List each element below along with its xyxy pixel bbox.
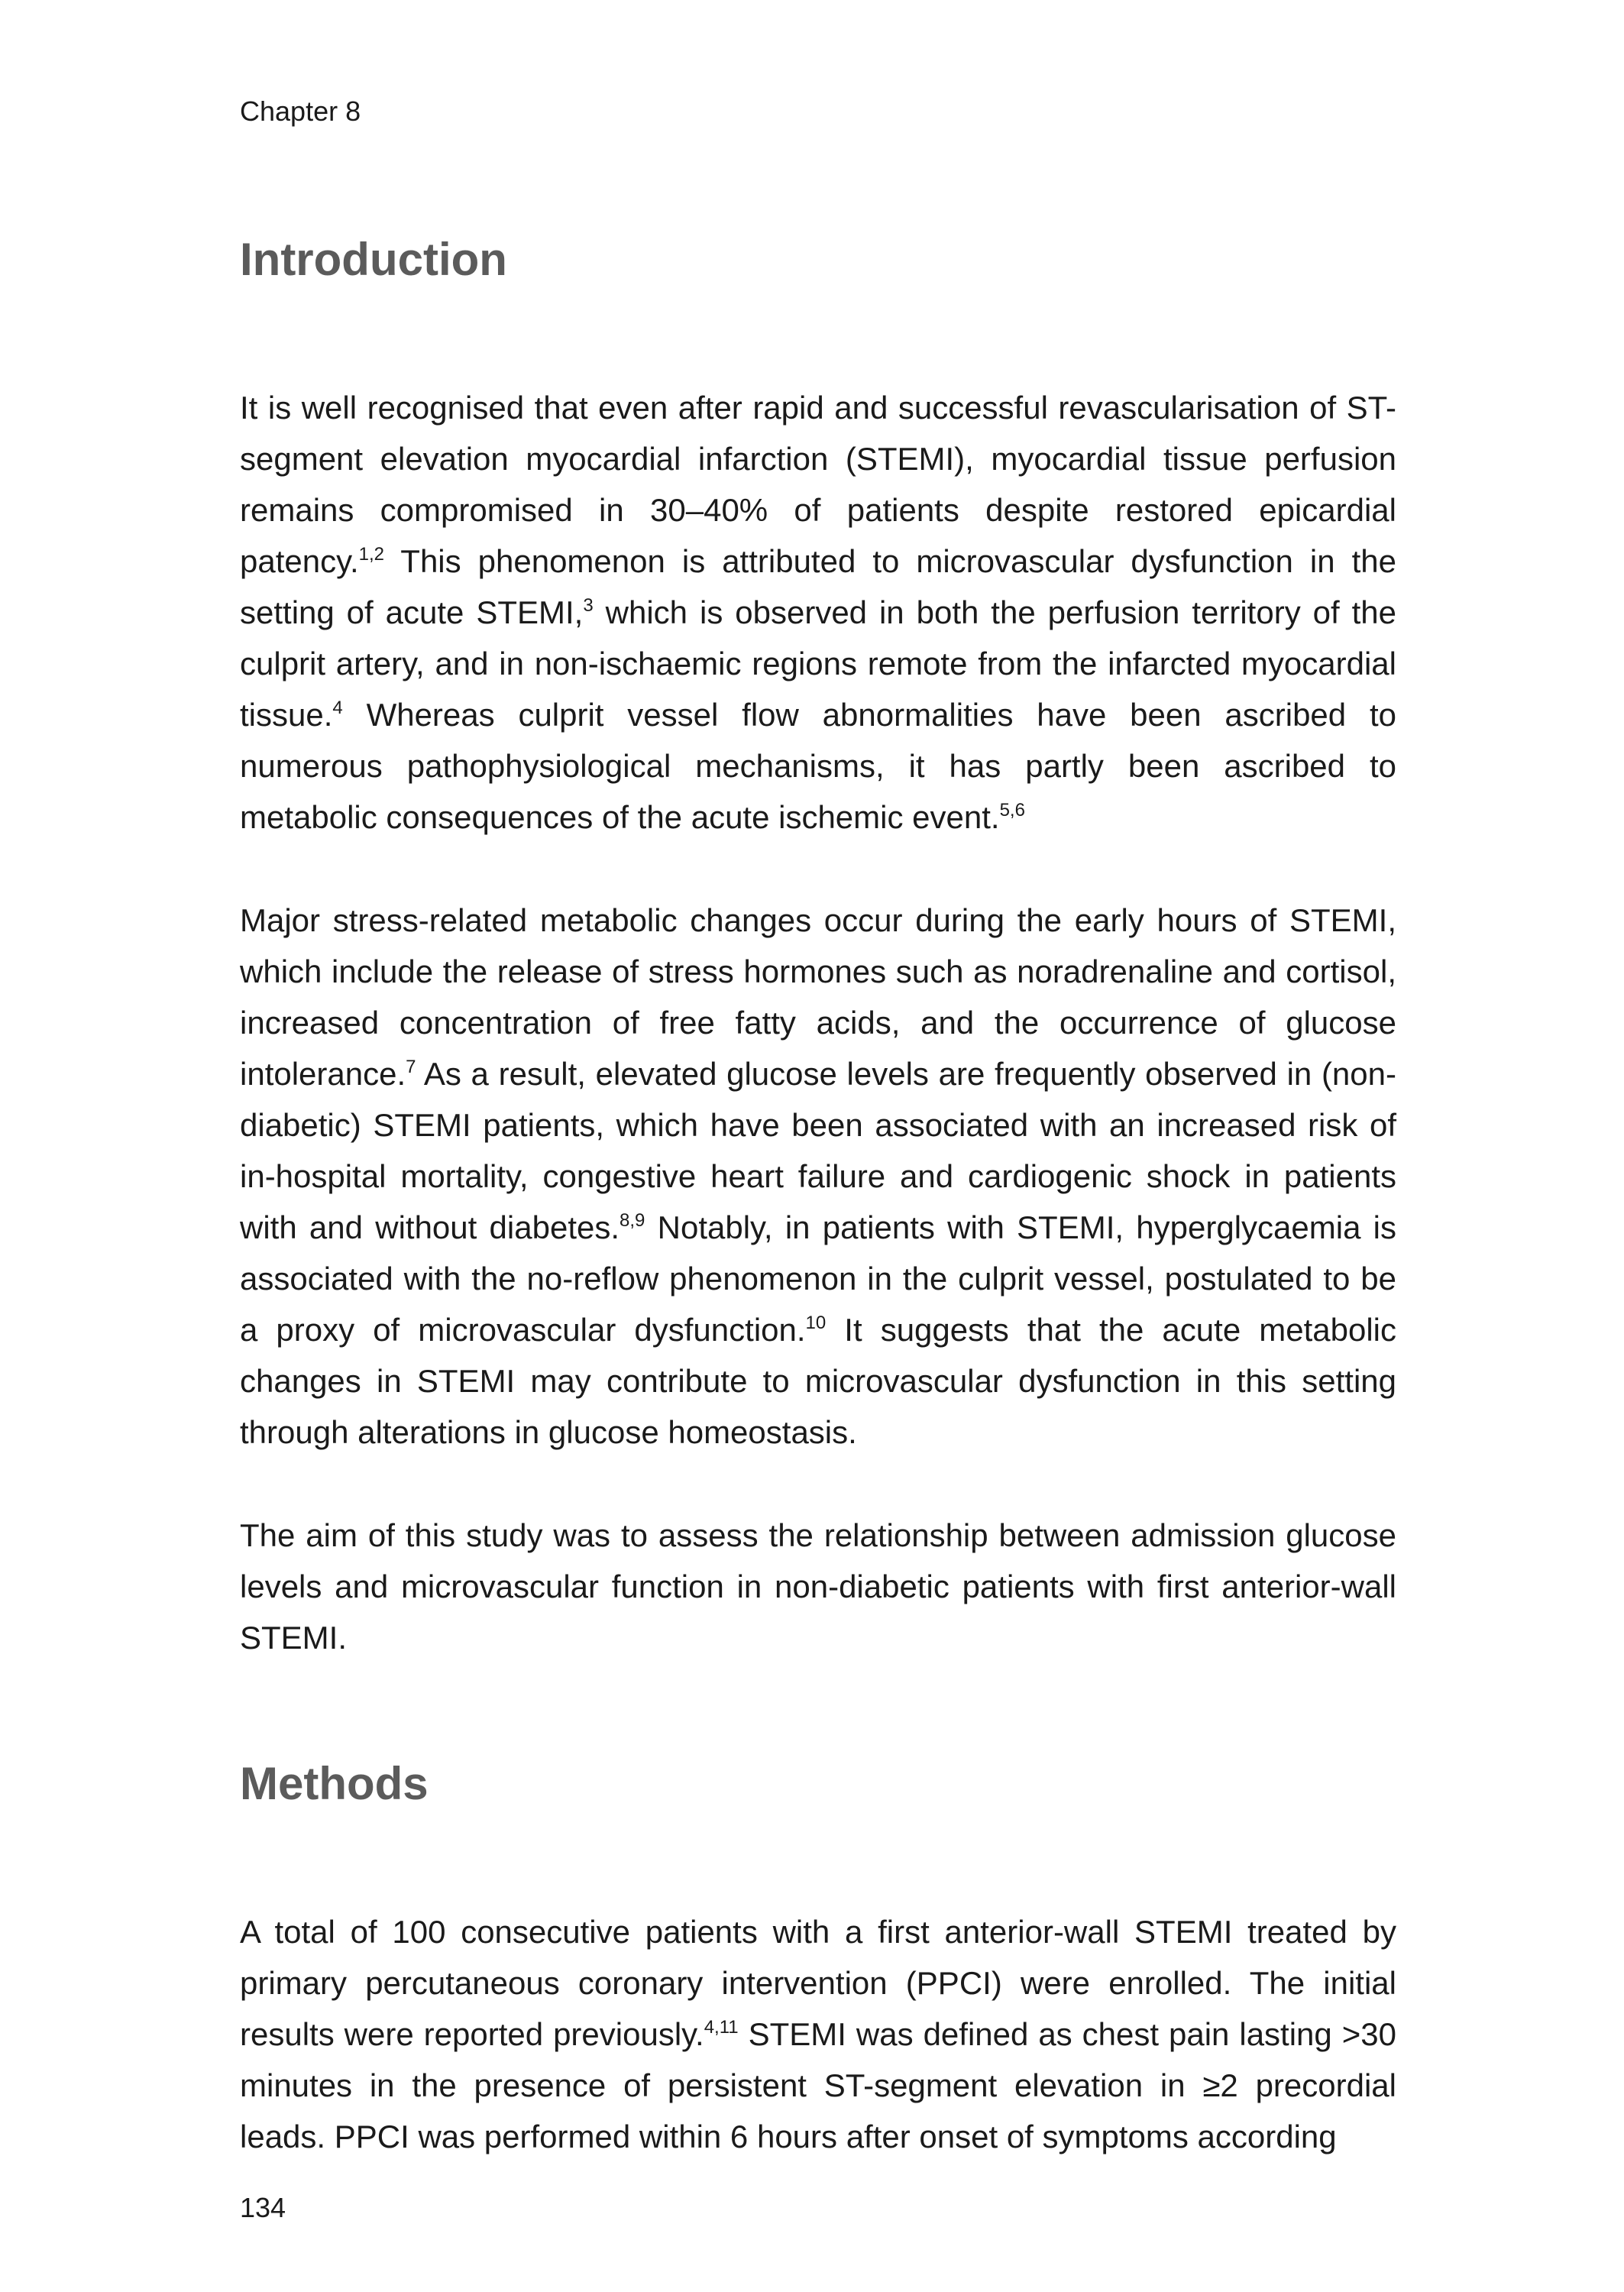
- paragraph-text: The aim of this study was to assess the relationship between admission glucose levels and microvascular function in non-diabetic patients with first anterior-wall STEMI.: [240, 1517, 1396, 1656]
- citation: 7: [406, 1057, 416, 1077]
- paragraph-text: Notably, in patients with STEMI, hyperglycaemia is associated with the no-reflow phenomenon in the culprit vessel, postulated to be a proxy of microvascular dysfunction.: [240, 1209, 1397, 1348]
- introduction-paragraph-1: [240, 382, 1396, 843]
- citation: 10: [805, 1313, 827, 1333]
- citation: 8,9: [620, 1210, 645, 1231]
- paragraph-text: A total of 100 consecutive patients with a first anterior-wall STEMI treated by primary percutaneous coronary intervention (PPCI) were enrolled. The initial results were reported previously.: [240, 1914, 1396, 2052]
- paragraph-text: which is observed in both the perfusion territory of the culprit artery, and in non-ischaemic regions remote from the infarcted myocardial tissue.: [240, 594, 1396, 733]
- paragraph-text: Major stress-related metabolic changes occur during the early hours of STEMI, which include the release of stress hormones such as noradrenaline and cortisol, increased concentration of free fatty acids, and the occurrence of glucose intolerance.: [240, 902, 1396, 1092]
- introduction-heading: Introduction: [240, 234, 507, 285]
- citation: 4,11: [704, 2017, 739, 2038]
- paragraph-text: It suggests that the acute metabolic changes in STEMI may contribute to microvascular dysfunction in this setting through alterations in glucose homeostasis.: [240, 1312, 1396, 1450]
- paragraph-text: Whereas culprit vessel flow abnormalities have been ascribed to numerous pathophysiological mechanisms, it has partly been ascribed to metabolic consequences of the acute ischemic event.: [240, 697, 1396, 835]
- introduction-paragraph-2: [240, 895, 1396, 1458]
- citation: 3: [583, 595, 594, 616]
- citation: 1,2: [358, 544, 385, 565]
- paragraph-text: As a result, elevated glucose levels are frequently observed in (non-diabetic) STEMI patients, which have been associated with an increased risk of in-hospital mortality, congestive heart failure and cardiogenic shock in patients with and without diabetes.: [240, 1056, 1396, 1245]
- paragraph-text: It is well recognised that even after rapid and successful revascularisation of ST-segment elevation myocardial infarction (STEMI), myocardial tissue perfusion remains compromised in 30–40% of patients despite restored epicardial patency.: [240, 390, 1396, 579]
- introduction-paragraph-3: [240, 1510, 1396, 1663]
- methods-paragraph-1: [240, 1906, 1396, 2162]
- methods-heading: Methods: [240, 1758, 429, 1809]
- paragraph-text: STEMI was defined as chest pain lasting >30 minutes in the presence of persistent ST-segment elevation in ≥2 precordial leads. PPCI was performed within 6 hours after onset of symptoms according: [240, 2016, 1396, 2154]
- paragraph-text: This phenomenon is attributed to microvascular dysfunction in the setting of acute STEMI,: [240, 543, 1396, 630]
- citation: 5,6: [999, 800, 1025, 821]
- running-head: Chapter 8: [240, 96, 361, 127]
- article-body: [240, 229, 1396, 2162]
- citation: 4: [332, 698, 343, 718]
- page-number: 134: [240, 2192, 286, 2223]
